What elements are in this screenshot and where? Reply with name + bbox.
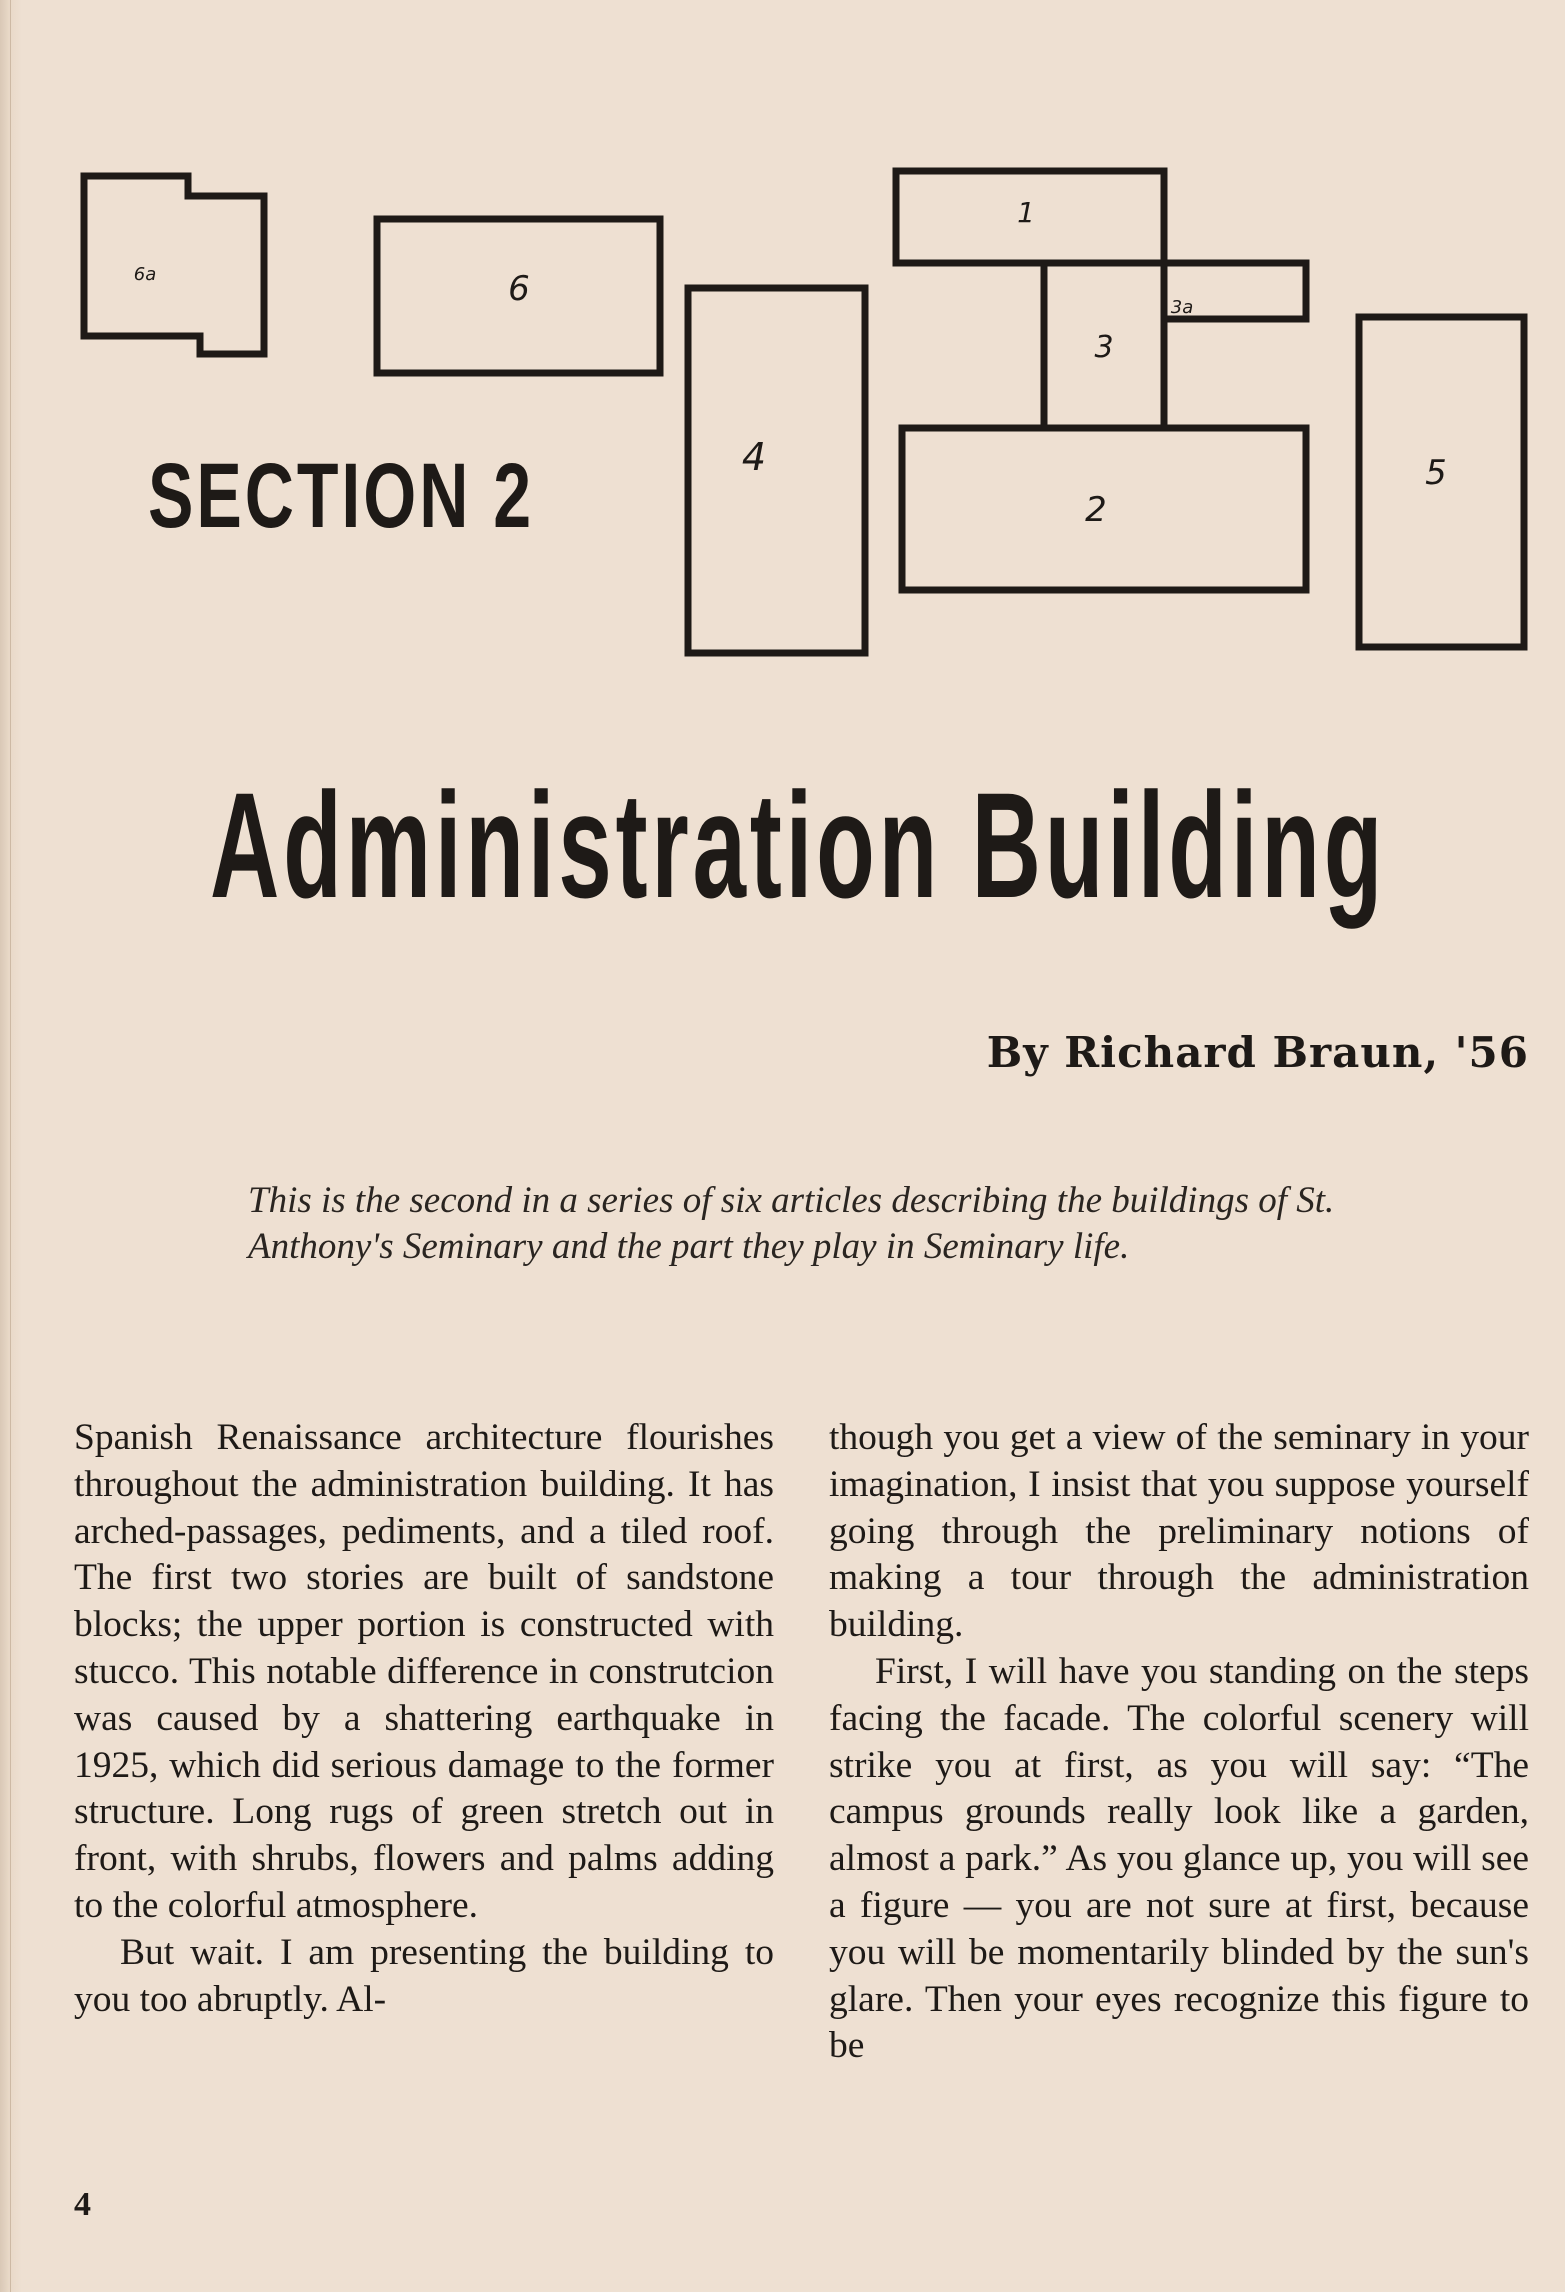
building-6a-outline [84, 176, 264, 354]
building-2-label: 2 [1085, 490, 1107, 530]
building-1-label: 1 [1017, 196, 1035, 229]
page-number: 4 [74, 2186, 91, 2223]
building-6a-label: 6a [133, 264, 157, 285]
building-4-outline [688, 288, 865, 653]
paragraph: But wait. I am presenting the building to you too abruptly. Al- [74, 1931, 774, 2020]
body-column-right [829, 1415, 1529, 2070]
paragraph: though you get a view of the seminary in your imagination, I insist that you suppose yourself going through the preliminary notions of making a tour through the administration building. [829, 1417, 1529, 1646]
section-heading: SECTION 2 [148, 445, 535, 547]
byline: By Richard Braun, '56 [986, 1028, 1529, 1077]
building-5-label: 5 [1425, 453, 1447, 493]
campus-floorplan-diagram [0, 0, 1565, 700]
paragraph: Spanish Renaissance architecture flourishes throughout the administration building. It has arched-passages, pediments, and a tiled roof. The first two stories are built of sandstone blocks; the upper portion is constructed with stucco. This notable difference in construtcion was caused by a shattering earthquake in 1925, which did serious damage to the former structure. Long rugs of green stretch out in front, with shrubs, flowers and palms adding to the colorful atmosphere. [74, 1417, 774, 1926]
building-4-label: 4 [741, 435, 767, 479]
article-title: Administration Building [210, 761, 1387, 929]
building-3a-label: 3a [1170, 297, 1194, 318]
body-column-left [74, 1415, 774, 2023]
paragraph: First, I will have you standing on the steps facing the facade. The colorful scenery will strike you at first, as you will say: “The campus grounds really look like a garden, almost a park.” As you glance up, you will see a figure — you are not sure at first, because you will be momentarily blinded by the sun's glare. Then your eyes recognize this figure to be [829, 1650, 1529, 2067]
intro-note: This is the second in a series of six articles describing the buildings of St. Anthony's Seminary and the part they play in Seminary life. [248, 1180, 1335, 1267]
building-3-label: 3 [1094, 330, 1114, 365]
building-6-label: 6 [508, 269, 530, 309]
